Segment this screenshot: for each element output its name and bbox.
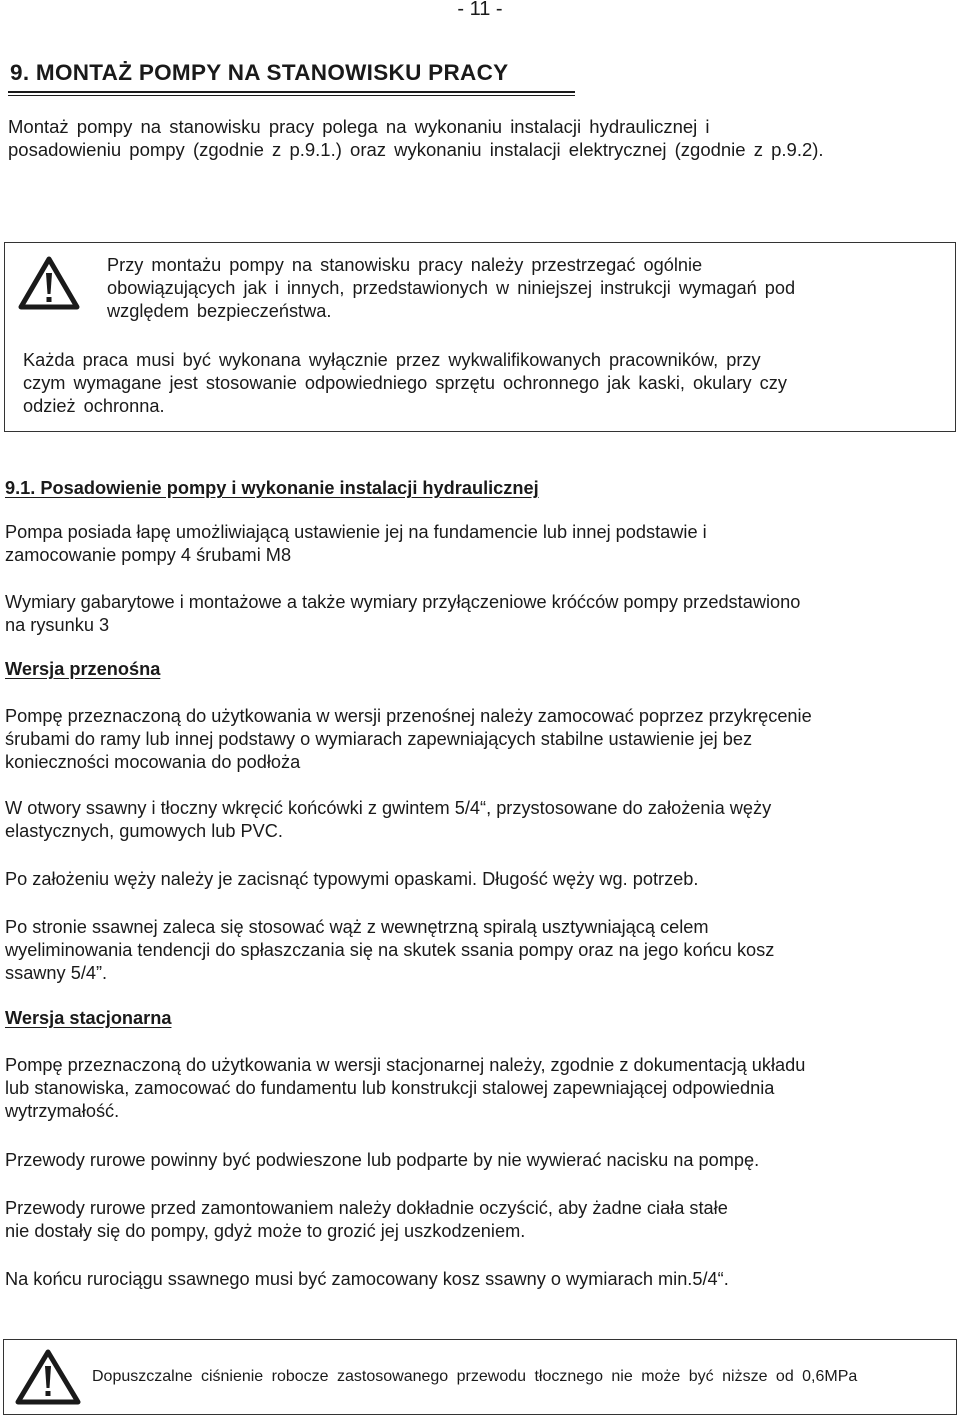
text-line: lub stanowiska, zamocować do fundamentu lub konstrukcji stalowej zapewniającej odpowiednia (5, 1078, 775, 1098)
paragraph-pipe-cleaning (5, 1197, 955, 1243)
text-line: Przewody rurowe powinny być podwieszone lub podparte by nie wywierać nacisku na pompę. (5, 1150, 760, 1170)
warning-line: odzież ochronna. (23, 396, 165, 416)
paragraph-hose-clamps (5, 868, 955, 891)
warning-line: czym wymagane jest stosowanie odpowiedniego sprzętu ochronnego jak kaski, okulary czy (23, 373, 787, 393)
text-line: Na końcu rurociągu ssawnego musi być zamocowany kosz ssawny o wymiarach min.5/4“. (5, 1269, 729, 1289)
title-underline-thin (8, 95, 575, 96)
heading-stationary-version: Wersja stacjonarna (5, 1008, 172, 1028)
text-line: Po stronie ssawnej zaleca się stosować wąż z wewnętrzną spiralą usztywniającą celem (5, 917, 709, 937)
paragraph-dimensions (5, 591, 955, 637)
text-line: wytrzymałość. (5, 1101, 120, 1121)
text-line: na rysunku 3 (5, 615, 110, 635)
text-line: Przewody rurowe przed zamontowaniem należy dokładnie oczyścić, aby żadne ciała stałe (5, 1198, 728, 1218)
paragraph-portable-mounting (5, 705, 955, 774)
warning-paragraph-2 (23, 349, 787, 418)
text-line: elastycznych, gumowych lub PVC. (5, 821, 283, 841)
intro-line: posadowieniu pompy (zgodnie z p.9.1.) oraz wykonaniu instalacji elektrycznej (zgodnie z p.9.2). (8, 139, 824, 160)
warning-line: Przy montażu pompy na stanowisku pracy należy przestrzegać ogólnie (107, 255, 703, 275)
heading-portable-version: Wersja przenośna (5, 659, 161, 679)
paragraph-mounting-foot (5, 521, 955, 567)
warning-paragraph-1 (107, 254, 795, 323)
text-line: Po założeniu węży należy je zacisnąć typowymi opaskami. Długość węży wg. potrzeb. (5, 869, 699, 889)
text-line: wyeliminowania tendencji do spłaszczania się na skutek ssania pompy oraz na jego końcu kosz (5, 940, 775, 960)
text-line: Pompa posiada łapę umożliwiającą ustawienie jej na fundamencie lub innej podstawie i (5, 522, 707, 542)
text-line: Pompę przeznaczoną do użytkowania w wersji przenośnej należy zamocować poprzez przykręcenie (5, 706, 812, 726)
paragraph-suction-hose (5, 916, 955, 985)
subsection-title: 9.1. Posadowienie pompy i wykonanie instalacji hydraulicznej (5, 478, 539, 498)
warning-triangle-icon (14, 1348, 82, 1406)
text-line: konieczności mocowania do podłoża (5, 752, 301, 772)
title-underline (8, 91, 575, 93)
warning-line: obowiązujących jak i innych, przedstawionych w niniejszej instrukcji wymagań pod (107, 278, 796, 298)
paragraph-suction-basket (5, 1268, 955, 1291)
intro-paragraph (8, 115, 958, 161)
page-number: - 11 - (457, 0, 503, 20)
pressure-warning-text: Dopuszczalne ciśnienie robocze zastosowanego przewodu tłocznego nie może być niższe od 0,6MPa (92, 1368, 858, 1385)
text-line: nie dostały się do pompy, gdyż może to grozić jej uszkodzeniem. (5, 1221, 526, 1241)
warning-line: Każda praca musi być wykonana wyłącznie przez wykwalifikowanych pracowników, przy (23, 350, 761, 370)
text-line: zamocowanie pompy 4 śrubami M8 (5, 545, 292, 565)
safety-warning-box (4, 242, 956, 432)
text-line: W otwory ssawny i tłoczny wkręcić końcówki z gwintem 5/4“, przystosowane do założenia węży (5, 798, 772, 818)
paragraph-pipe-support (5, 1149, 955, 1172)
paragraph-hose-fittings (5, 797, 955, 843)
text-line: Wymiary gabarytowe i montażowe a także wymiary przyłączeniowe króćców pompy przedstawiono (5, 592, 801, 612)
warning-line: względem bezpieczeństwa. (107, 301, 332, 321)
text-line: ssawny 5/4”. (5, 963, 108, 983)
section-title: 9. MONTAŻ POMPY NA STANOWISKU PRACY (10, 60, 509, 85)
text-line: śrubami do ramy lub innej podstawy o wymiarach zapewniających stabilne ustawienie jej bez (5, 729, 753, 749)
text-line: Pompę przeznaczoną do użytkowania w wersji stacjonarnej należy, zgodnie z dokumentacją układu (5, 1055, 806, 1075)
warning-triangle-icon (17, 255, 81, 311)
intro-line: Montaż pompy na stanowisku pracy polega na wykonaniu instalacji hydraulicznej i (8, 116, 710, 137)
paragraph-stationary-mounting (5, 1054, 955, 1123)
